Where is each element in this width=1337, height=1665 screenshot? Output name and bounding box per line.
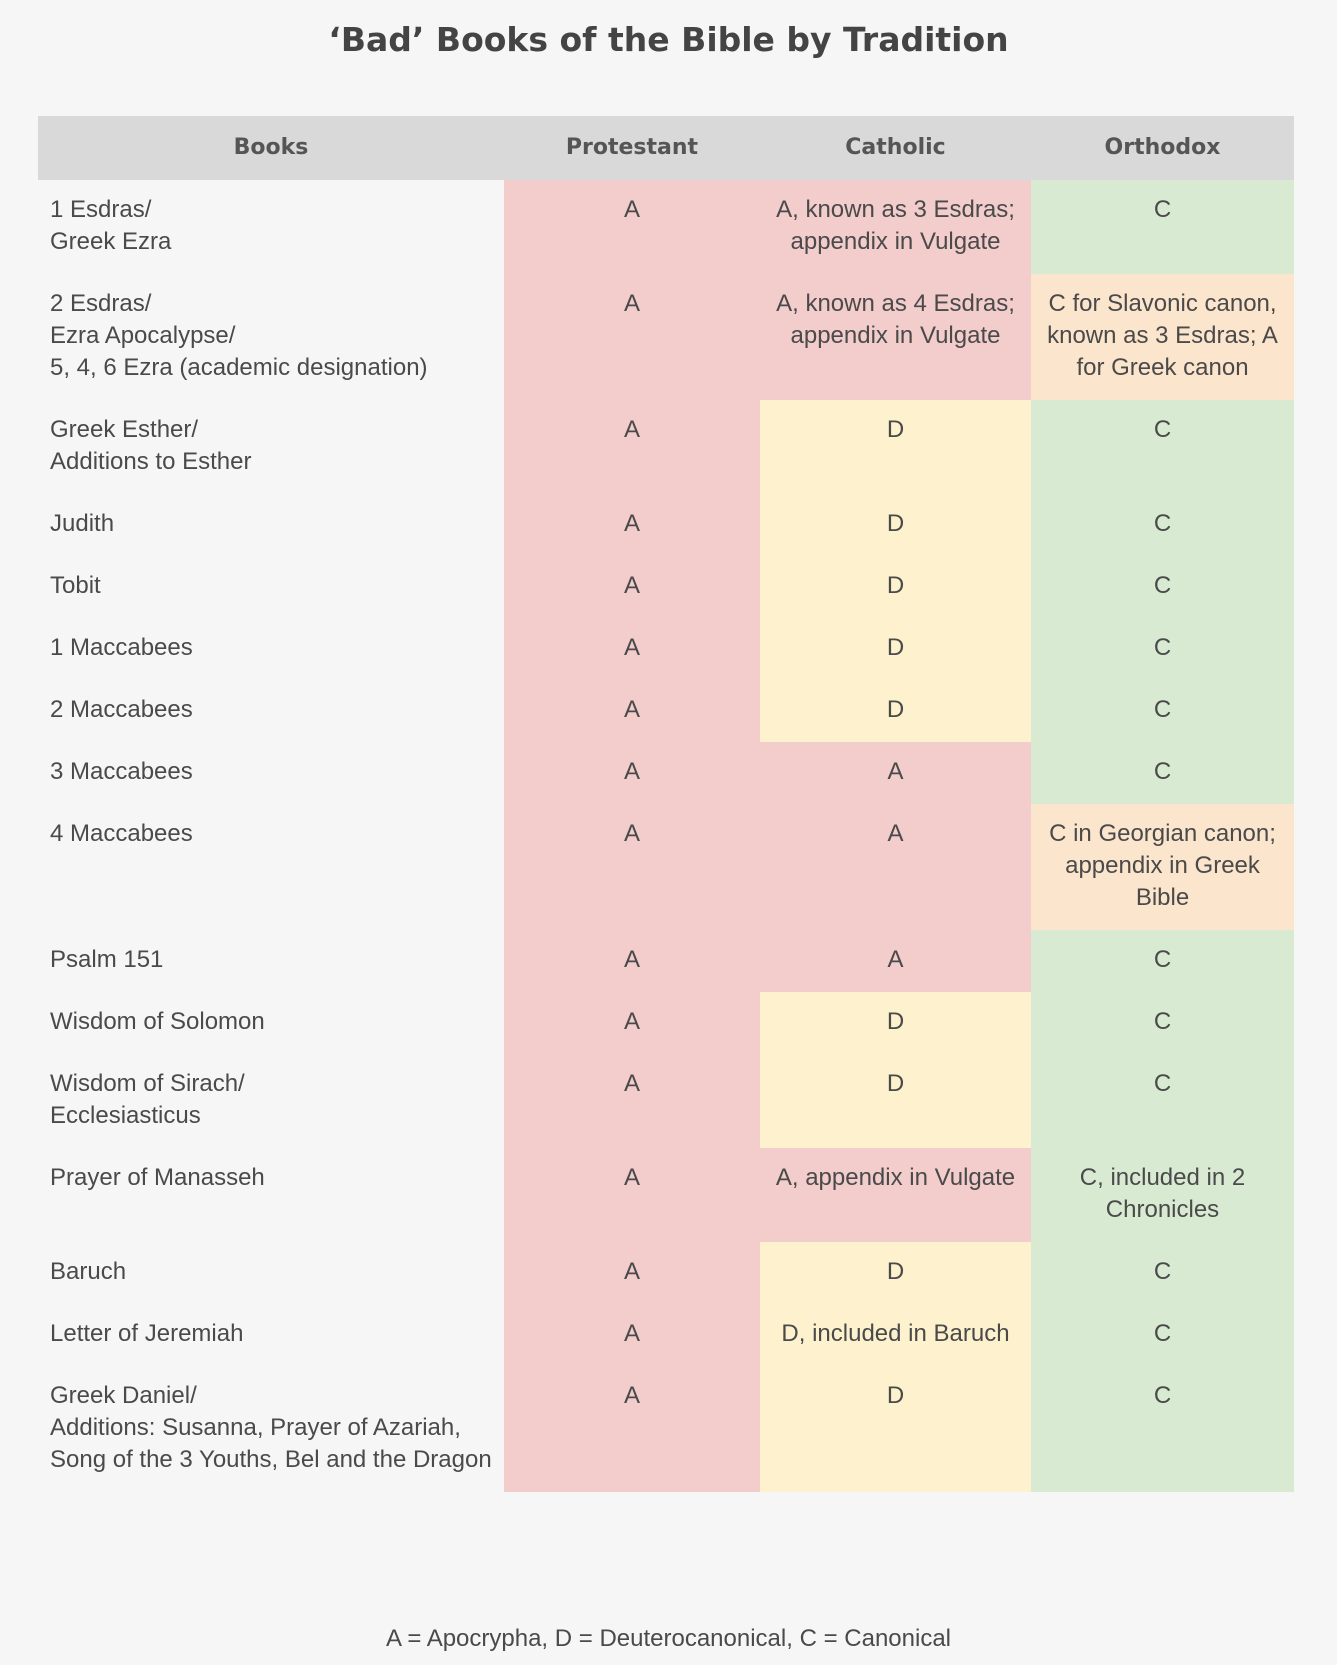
protestant-cell: A: [504, 1242, 760, 1304]
protestant-cell: A: [504, 680, 760, 742]
catholic-cell: D: [760, 556, 1031, 618]
orthodox-cell: C in Georgian canon; appendix in Greek Bible: [1031, 804, 1294, 930]
table-row: [38, 274, 1294, 400]
catholic-cell: A: [760, 930, 1031, 992]
protestant-cell: A: [504, 930, 760, 992]
orthodox-cell: C: [1031, 400, 1294, 494]
book-cell: Psalm 151: [38, 930, 504, 992]
catholic-cell: D: [760, 1366, 1031, 1492]
orthodox-cell: C: [1031, 618, 1294, 680]
orthodox-cell: C: [1031, 742, 1294, 804]
book-cell: Wisdom of Solomon: [38, 992, 504, 1054]
page-title: ‘Bad’ Books of the Bible by Tradition: [328, 20, 1009, 59]
book-cell: Prayer of Manasseh: [38, 1148, 504, 1242]
orthodox-cell: C: [1031, 494, 1294, 556]
catholic-cell: D: [760, 992, 1031, 1054]
catholic-cell: D: [760, 1054, 1031, 1148]
table-row: [38, 618, 1294, 680]
protestant-cell: A: [504, 494, 760, 556]
table-row: [38, 1054, 1294, 1148]
book-cell: Tobit: [38, 556, 504, 618]
table-row: [38, 992, 1294, 1054]
protestant-cell: A: [504, 556, 760, 618]
protestant-cell: A: [504, 618, 760, 680]
book-cell: Judith: [38, 494, 504, 556]
protestant-cell: A: [504, 1366, 760, 1492]
book-cell: 2 Esdras/ Ezra Apocalypse/ 5, 4, 6 Ezra (academic designation): [38, 274, 504, 400]
column-header-orthodox: Orthodox: [1031, 116, 1294, 180]
protestant-cell: A: [504, 274, 760, 400]
column-header-catholic: Catholic: [760, 116, 1031, 180]
protestant-cell: A: [504, 1304, 760, 1366]
legend-footnote: A = Apocrypha, D = Deuterocanonical, C = Canonical: [385, 1625, 951, 1652]
protestant-cell: A: [504, 1148, 760, 1242]
orthodox-cell: C: [1031, 992, 1294, 1054]
orthodox-cell: C: [1031, 680, 1294, 742]
book-cell: 2 Maccabees: [38, 680, 504, 742]
catholic-cell: D: [760, 1242, 1031, 1304]
protestant-cell: A: [504, 1054, 760, 1148]
catholic-cell: A: [760, 804, 1031, 930]
protestant-cell: A: [504, 742, 760, 804]
table-row: [38, 1148, 1294, 1242]
orthodox-cell: C: [1031, 930, 1294, 992]
book-cell: 3 Maccabees: [38, 742, 504, 804]
protestant-cell: A: [504, 400, 760, 494]
book-cell: Letter of Jeremiah: [38, 1304, 504, 1366]
orthodox-cell: C: [1031, 556, 1294, 618]
protestant-cell: A: [504, 992, 760, 1054]
catholic-cell: A, appendix in Vulgate: [760, 1148, 1031, 1242]
book-cell: Baruch: [38, 1242, 504, 1304]
table-body: [38, 180, 1294, 1492]
table-row: [38, 1366, 1294, 1492]
protestant-cell: A: [504, 180, 760, 274]
table-row: [38, 680, 1294, 742]
catholic-cell: A, known as 3 Esdras; appendix in Vulgate: [760, 180, 1031, 274]
orthodox-cell: C: [1031, 1366, 1294, 1492]
column-header-protestant: Protestant: [504, 116, 760, 180]
orthodox-cell: C: [1031, 1242, 1294, 1304]
orthodox-cell: C: [1031, 180, 1294, 274]
canon-table: [38, 116, 1294, 1492]
table-row: [38, 930, 1294, 992]
protestant-cell: A: [504, 804, 760, 930]
book-cell: 4 Maccabees: [38, 804, 504, 930]
table-row: [38, 1304, 1294, 1366]
catholic-cell: A: [760, 742, 1031, 804]
orthodox-cell: C: [1031, 1054, 1294, 1148]
orthodox-cell: C: [1031, 1304, 1294, 1366]
orthodox-cell: C, included in 2 Chronicles: [1031, 1148, 1294, 1242]
book-cell: Greek Esther/ Additions to Esther: [38, 400, 504, 494]
table-row: [38, 180, 1294, 274]
table-row: [38, 804, 1294, 930]
catholic-cell: D: [760, 400, 1031, 494]
catholic-cell: D: [760, 494, 1031, 556]
table-row: [38, 742, 1294, 804]
catholic-cell: D: [760, 618, 1031, 680]
table-row: [38, 494, 1294, 556]
table-header-row: [38, 116, 1294, 180]
book-cell: Greek Daniel/ Additions: Susanna, Prayer of Azariah, Song of the 3 Youths, Bel and the Dragon: [38, 1366, 504, 1492]
table-row: [38, 1242, 1294, 1304]
column-header-books: Books: [38, 116, 504, 180]
catholic-cell: A, known as 4 Esdras; appendix in Vulgate: [760, 274, 1031, 400]
catholic-cell: D, included in Baruch: [760, 1304, 1031, 1366]
book-cell: 1 Maccabees: [38, 618, 504, 680]
orthodox-cell: C for Slavonic canon, known as 3 Esdras; A for Greek canon: [1031, 274, 1294, 400]
book-cell: Wisdom of Sirach/ Ecclesiasticus: [38, 1054, 504, 1148]
table-row: [38, 556, 1294, 618]
catholic-cell: D: [760, 680, 1031, 742]
book-cell: 1 Esdras/ Greek Ezra: [38, 180, 504, 274]
table-row: [38, 400, 1294, 494]
